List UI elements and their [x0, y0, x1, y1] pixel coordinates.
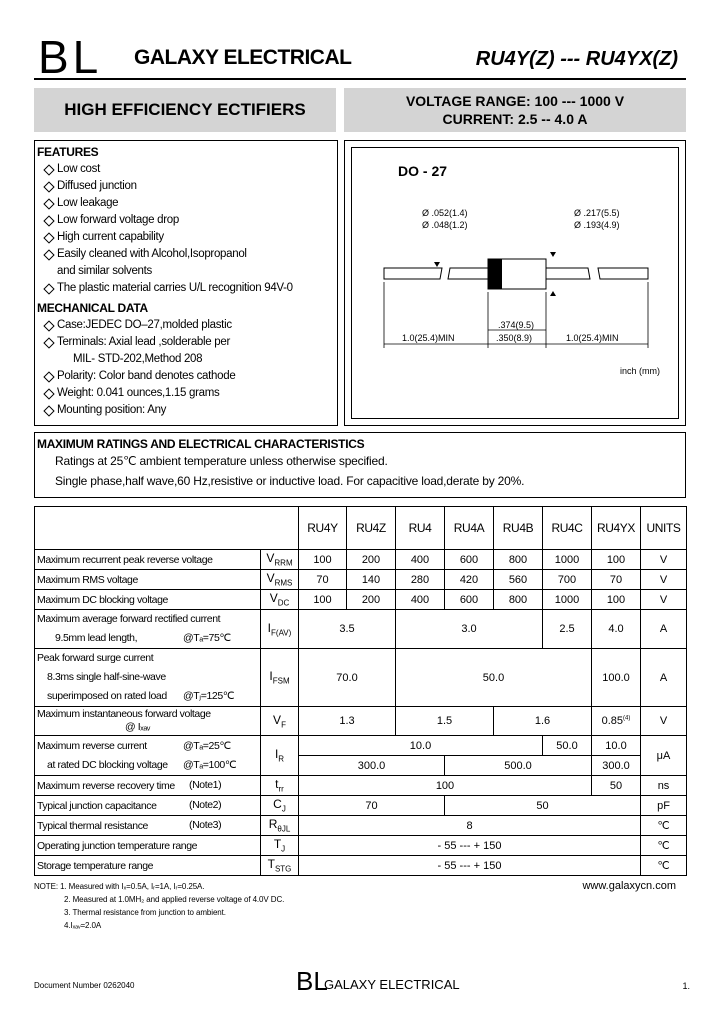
diamond-bullet-icon	[43, 337, 54, 348]
right-lead-2	[598, 268, 648, 279]
left-lead-2	[448, 268, 488, 279]
current-range: CURRENT: 2.5 -- 4.0 A	[442, 111, 588, 127]
col-ru4yx: RU4YX	[592, 507, 641, 550]
col-ru4y: RU4Y	[299, 507, 347, 550]
footer-logo: BL	[296, 966, 328, 996]
feature-item: Low leakage	[35, 195, 337, 212]
characteristics-table	[34, 506, 687, 876]
arrow-marker	[550, 252, 556, 257]
mechanical-item: Polarity: Color band denotes cathode	[35, 368, 337, 385]
spec-banner	[344, 88, 686, 132]
voltage-range: VOLTAGE RANGE: 100 --- 1000 V	[405, 93, 625, 109]
package-drawing	[352, 148, 680, 420]
left-lead	[384, 268, 442, 279]
diamond-bullet-icon	[43, 198, 54, 209]
mechanical-item: Mounting position: Any	[35, 402, 337, 419]
table-row: Storage temperature range $T_{STG}$ - 55 --- + 150 ℃	[35, 856, 687, 876]
footer-company: GALAXY ELECTRICAL	[324, 977, 460, 992]
mechanical-item-continued: MIL- STD-202,Method 208	[73, 353, 203, 365]
header-rule	[34, 78, 686, 80]
note-4: 4.Iₓₐᵥ=2.0A	[64, 921, 102, 930]
part-number: RU4Y(Z) --- RU4YX(Z)	[475, 48, 678, 70]
website-link[interactable]: www.galaxycn.com	[582, 880, 676, 892]
diamond-bullet-icon	[43, 215, 54, 226]
mechanical-item: Terminals: Axial lead ,solderable per	[35, 334, 337, 351]
mechanical-title: MECHANICAL DATA	[37, 301, 148, 315]
dim-body-dia-2: Ø .193(4.9)	[574, 220, 620, 230]
diamond-bullet-icon	[43, 249, 54, 260]
mechanical-item: Weight: 0.041 ounces,1.15 grams	[35, 385, 337, 402]
cathode-band	[488, 259, 502, 289]
diamond-bullet-icon	[43, 232, 54, 243]
dim-body-length-1: .374(9.5)	[498, 320, 535, 330]
note-2: 2. Measured at 1.0MH₂ and applied reverse voltage of 4.0V DC.	[64, 895, 285, 904]
table-row: Maximum DC blocking voltage $V_{DC}$ 100 200 400 600 800 1000 100 V	[35, 590, 687, 610]
feature-item: Low cost	[35, 161, 337, 178]
ratings-title: MAXIMUM RATINGS AND ELECTRICAL CHARACTERISTICS	[37, 437, 365, 451]
company-name: GALAXY ELECTRICAL	[134, 46, 352, 69]
feature-item-continued: and similar solvents	[57, 265, 152, 277]
package-drawing-frame	[351, 147, 679, 419]
note-1: NOTE: 1. Measured with Iₓ=0.5A, Iᵣ=1A, Iᵣ=0.25A.	[34, 882, 205, 891]
table-header-row	[35, 507, 687, 550]
package-name: DO - 27	[398, 163, 448, 179]
product-banner	[34, 88, 336, 132]
diamond-bullet-icon	[43, 371, 54, 382]
diamond-bullet-icon	[43, 320, 54, 331]
diamond-bullet-icon	[43, 164, 54, 175]
notes	[34, 880, 284, 932]
ratings-line-1: Ratings at 25℃ ambient temperature unless otherwise specified.	[55, 454, 388, 468]
diamond-bullet-icon	[43, 405, 54, 416]
table-row: Maximum recurrent peak reverse voltage $V_{RRM}$ 100 200 400 600 800 1000 100 V	[35, 550, 687, 570]
dim-lead-length-right: 1.0(25.4)MIN	[566, 333, 619, 343]
feature-item: Low forward voltage drop	[35, 212, 337, 229]
dim-body-length-2: .350(8.9)	[496, 333, 533, 343]
features-panel	[34, 140, 338, 426]
note-3: 3. Thermal resistance from junction to ambient.	[64, 908, 226, 917]
table-row: Maximum RMS voltage $V_{RMS}$ 70 140 280 420 560 700 70 V	[35, 570, 687, 590]
diamond-bullet-icon	[43, 181, 54, 192]
col-ru4: RU4	[396, 507, 445, 550]
table-row: Typical junction capacitance (Note2) $C_J$ 70 50 pF	[35, 796, 687, 816]
dim-body-dia-1: Ø .217(5.5)	[574, 208, 620, 218]
right-lead	[546, 268, 590, 279]
arrow-marker	[550, 291, 556, 296]
dim-lead-length-left: 1.0(25.4)MIN	[402, 333, 455, 343]
dim-lead-dia-2: Ø .048(1.2)	[422, 220, 468, 230]
table-row: Peak forward surge current 8.3ms single half-sine-wave superimposed on rated load @Tⱼ=125℃ $I_{FSM}$ 70.0 50.0 100.0 A	[35, 649, 687, 707]
col-units: UNITS	[641, 507, 687, 550]
table-row: Operating junction temperature range $T_J$ - 55 --- + 150 ℃	[35, 836, 687, 856]
col-ru4c: RU4C	[543, 507, 592, 550]
ratings-line-2: Single phase,half wave,60 Hz,resistive or inductive load. For capacitive load,derate by 20%.	[55, 474, 525, 488]
dim-lead-dia-1: Ø .052(1.4)	[422, 208, 468, 218]
table-row: Maximum instantaneous forward voltage @ Iₓₐᵥ $V_F$ 1.3 1.5 1.6 0.85$^{(4)}$ V	[35, 707, 687, 736]
table-row: Maximum reverse current @Tₐ=25℃ at rated DC blocking voltage @Tₐ=100℃ $I_R$ 10.0 50.0 10.0 μA	[35, 736, 687, 756]
col-ru4b: RU4B	[494, 507, 543, 550]
feature-item: Easily cleaned with Alcohol,Isopropanol	[35, 246, 337, 263]
features-title: FEATURES	[37, 145, 99, 159]
units-label: inch (mm)	[620, 366, 660, 376]
col-ru4a: RU4A	[445, 507, 494, 550]
page-number: 1.	[682, 981, 690, 991]
table-row: Maximum reverse recovery time (Note1) $t_{rr}$ 100 50 ns	[35, 776, 687, 796]
document-number: Document Number 0262040	[34, 981, 135, 990]
product-title: HIGH EFFICIENCY ECTIFIERS	[64, 100, 306, 119]
diamond-bullet-icon	[43, 388, 54, 399]
ratings-panel	[34, 432, 686, 498]
table-row: Typical thermal resistance (Note3) $R_{\theta JL}$ 8 ℃	[35, 816, 687, 836]
diamond-bullet-icon	[43, 283, 54, 294]
feature-item: Diffused junction	[35, 178, 337, 195]
mechanical-item: Case:JEDEC DO–27,molded plastic	[35, 317, 337, 334]
package-panel	[344, 140, 686, 426]
col-ru4z: RU4Z	[347, 507, 396, 550]
arrow-marker	[434, 262, 440, 267]
brand-logo: BL	[38, 31, 103, 83]
feature-item: The plastic material carries U/L recognition 94V-0	[35, 280, 337, 297]
table-row: 300.0 500.0 300.0	[35, 756, 687, 776]
feature-item: High current capability	[35, 229, 337, 246]
table-row: Maximum average forward rectified current 9.5mm lead length, @Tₐ=75℃ $I_{F(AV)}$ 3.5 3.0 2.5 4.0 A	[35, 610, 687, 649]
